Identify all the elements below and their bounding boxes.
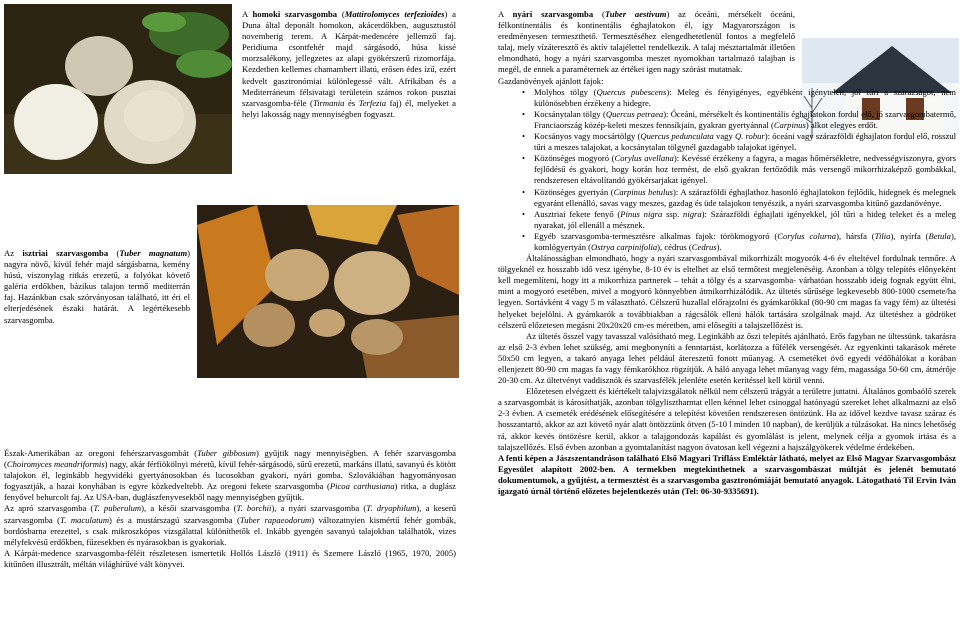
- paragraph: Előzetesen elvégzett és kiértékelt talajvizsgálatok nélkül nem célszerű trágyát a területre juttatni. Általános gombaölő szerek a szarvasgombát is károsíthatják, azonban tölgylisztharmat ellen kénnel lehet csinoggal hatónyagú szereket lehet alkalmazni az első 2-3 évben. A csemeték erédésének elősegítésére a telepítést követően rendszeresen öntözünk. Ha az idővel kezdve tavasz száraz és hosszantartó, akkor az azt követő nyár alatt öntözzünk ötven (5-10 l minden 10 napban), de kerüljük a túlzásokat. Ha nincs lehetőség rá, akkor kevés öntözésre kerül, akkor a talajgondozás kapálást és gyomlálást is jelent, melynek célja a gyomok irtása és a talajszellőzés. Első évben azonban a gyomtalanítást nagyon óvatosan kell végezni a hajszálgyökerek védelme érdekében.: [498, 386, 956, 452]
- closing-paragraph: A fenti képen a Jászszentandráson található Első Magyari Trifláss Emléktár látható, melyet az Első Magyar Szarvasgombász Egyesület alapított 2002-ben. A termekben megtekinthetnek a szarvasgombászat múltját és jelenét bemutató dokumentumok, a gyűjtést, a termesztést és a szarvasgomba gasztronómiáját bemutató anyagok. Látogatható Til Ervin Iván igazgató úrnál történő előzetes bejelentkezés után (Tel: 06-30-9335691).: [498, 452, 956, 497]
- homoki-paragraph: A homoki szarvasgomba (Mattirolomyces terfezioides) a Duna által deponált homokon, akácerdőkben, augusztustól novemberig terem. A Kárpát-medencére jellemző faj. Peridiuma csontfehér majd sárgásodó, húsa kissé morzsalékony, jellegzetes az alapi gyökérszerű rizomorfája. Kezdetben kellemes chamambert illatú, erősen édes ízű, ezért kedvelt gasztronómiai különlegessé vált. Afrikában és a Mediterráneum félsivatagi területein számos rokon pusztai szarvasgomba-féle (Tirmania és Terfezia faj) él, melyeket a helyi lakosság nagy mennyiségben fogyaszt.: [242, 9, 456, 119]
- paragraph: Észak-Amerikában az oregoni fehérszarvasgombát (Tuber gibbosum) gyűjtik nagy mennyiségben. A fehér szarvasgomba (Choiromyces meandriformis) nagy, akár férfiökölnyi méretű, kívül fehér-sárgásodó, sűrű erezetű, markáns illatú, savanyú és kötött talajokon él, leginkább hegyvidéki gyertyánosokban és lucosokban gyakori, nyári gomba. Szlovákiában hagyományosan fogyasztják, a hazai konyhában is egyre közkedveltebb. Az oregoni fekete szarvasgomba (Picoa carthusiana) ritka, a duglász fenyővel behurcolt faj. Az USA-ban, duglászfenyvesekből nagy mennyiségben gyűjtik.: [4, 448, 457, 503]
- paragraph: A Kárpát-medence szarvasgomba-féléit részletesen ismertetik Hollós László (1911) és Szemere László (1965, 1970, 2005) kitűnően illusztrált, méltán világhírűvé vált könyvei.: [4, 547, 456, 569]
- trees-heading: Gazdanövények ajánlott fajok:: [498, 75, 604, 86]
- truffles-on-leaves-photo: [197, 205, 459, 378]
- list-item: • Ausztriai fekete fenyő (Pinus nigra ssp. nigra): Szárazföldi éghajlati igényekkel, jól tűri a hideg teleket és a meleg nyarakat, jól ellenáll a mésznek.: [534, 209, 956, 231]
- list-item: • Közönséges mogyoró (Corylus avellana): Kevéssé érzékeny a fagyra, a magas hőmérsékletre, nedvességviszonyra, gyors fejlődésű és gyakori, hogy korán hoz termést, de első gyakran fertőződik más versengő mikorrhizaképző gombákkal, rendszeresen eltávolítandó gyökérsarjakat igényel.: [534, 153, 956, 186]
- bottom-paragraphs: [4, 448, 456, 570]
- paragraph: Általánosságban elmondható, hogy a nyári szarvasgombával mikorrhizált mogyorók 4-6 év elteltével fordulnak termőre. A tölgyeknél ez hosszabb idő vesz igénybe, 8-10 év is eltelhet az első termőtest megjelenéséig. Azonban a tölgy telepítés előnyeként kell megemlíteni, hogy itt a mikorrhiza partnerek – tehát a tölgy és a szarvasgomba- várhatóan hosszabb ideig fognak együtt élni, mint a mogyoró esetében, mivel a mogyoró könnyebben átmikorrhizálódik. Az ültetés sűrűsége legkevesebb 800-1000 csemete/ha legyen. Sortávként 4 vagy 5 m választható. Célszerű huzallal előrajzolni és gyámkarókkal (80-90 cm magas fa vagy fém) az ültetési helyeket bejelölni. A gyámkarók a továbbiakban a rágcsálók elleni hálók tartására szolgálnak majd. Az ültetéshez a gödröket célszerű előzetesen megásni 20x20x20 cm-es méretben, ami elősegíti a talajszellőzést is.: [498, 253, 956, 330]
- list-item: • Molyhos tölgy (Quercus pubescens): Meleg és fényigényes, egyébként igénytelen, jól tűri a szárazságot, nem különösebben érzékeny a hidegre.: [534, 87, 956, 109]
- tuber-magnatum-paragraph: Az isztriai szarvasgomba (Tuber magnatum) nagyra növő, kívül fehér majd sárgásbarna, kemény húsú, viszonylag ritkás erezetű, a folyókat követő galéria erdőkben, bázikus talajon termő mediterrán faj. Hazánkban csak szórványosan található, itt éri el elterjedésének északi határát. A legértékesebb szarvasgomba.: [4, 248, 191, 325]
- paragraph: Az apró szarvasgomba (T. puberulum), a késői szarvasgomba (T. borchii), a nyári szarvasgomba (T. dryophilum), a keserű szarvasgomba (T. maculatum) és a mustárszagú szarvasgomba (Tuber rapaeodorum) változatnyien kismértű fehér gombák, bordósbarna erezettel, s csak mikroszkópos vizsgálattal különíthetők el. Inkább gyengén savanyú talajokban találhatók, vizes mélyfekvésű erdőkben, fűzesekben és nyárasokban is gyakoriak.: [4, 503, 456, 547]
- list-item: • Kocsánytalan tölgy (Quercus petraea): Óceáni, mérsékelt és kontinentális éghajlatokon fordul elő, jó szarvasgombatermő, Franciaország közép-keleti meszes fennsíkjain, gyakran gyertyánnal (Carpinus) alkot elegyes erdőt.: [534, 109, 956, 131]
- white-truffles-photo: [4, 4, 232, 174]
- list-item: • Kocsányos vagy mocsártölgy (Quercus pedunculata vagy Q. robur): óceáni vagy szárazföldi éghajlaton fordul elő, rosszul tűri a meszes talajokat, a kocsánytalan tölgynél gazdagabb talajokat igényel.: [534, 131, 956, 153]
- intro-paragraph: A nyári szarvasgomba (Tuber aestivum) az óceáni, mérsékelt óceáni, félkontinentális és kontinentális éghajlatokon él, így Magyarországon is eredményesen termeszthető. Termesztéséhez elengedhetetlenül fontos a megfelelő talaj, mely vízáteresztő és aktív talajélettel rendelkezik. A talaj mésztartalmát illetően elmondható, hogy a nyári szarvasgomba meszet nyomokban tartalmazó talajban is megél, de ennek a paraméternek az értékei igen nagy szórást mutatnak.: [498, 9, 796, 75]
- trees-list: [498, 87, 956, 253]
- paragraph: Az ültetés ősszel vagy tavasszal valósítható meg. Leginkább az őszi telepítés ajánlható. Erős fagyban ne ültessünk. takarásra az első 2-3 évben lehet szükség, ami megbonyníti a fenntartást, korlátozza a fűfélék versengését. Az egyenkinti takarások mérete 50x50 cm legyen, a takaró anyaga lehet például átereszetű fonott műanyag. A csemetéket övő egyedi védőhálókat a korában ellenjezett 80-90 cm magas fa vagy fémkarókhoz rögzítjük. A háló anyaga lehet műanyag vagy fém, magassága 50-60 cm, átmérője 20-30 cm. Az ültetvényt vaddisznók és szarvasfélék jelenléte esetén kerítéssel kell körül venni.: [498, 330, 956, 386]
- after-trees: [498, 253, 956, 453]
- list-item: • Egyéb szarvasgomba-termesztésre alkalmas fajok: törökmogyoró (Corylus colurna), hársfa (Tilia), nyírfa (Betula), komlógyertyán (Ostrya carpinifolia), cédrus (Cedrus).: [534, 231, 956, 253]
- right-column: [498, 9, 956, 497]
- list-item: • Közönséges gyertyán (Carpinus betulus): A szárazföldi éghajlathoz hasonló éghajlatokon fejlődik, hidegnek és melegnek egyaránt ellenálló, savas vagy meszes, gazdag és üde talajokon tenyészik, a nyári szarvasgomba kitűnő gazdanövénye.: [534, 187, 956, 209]
